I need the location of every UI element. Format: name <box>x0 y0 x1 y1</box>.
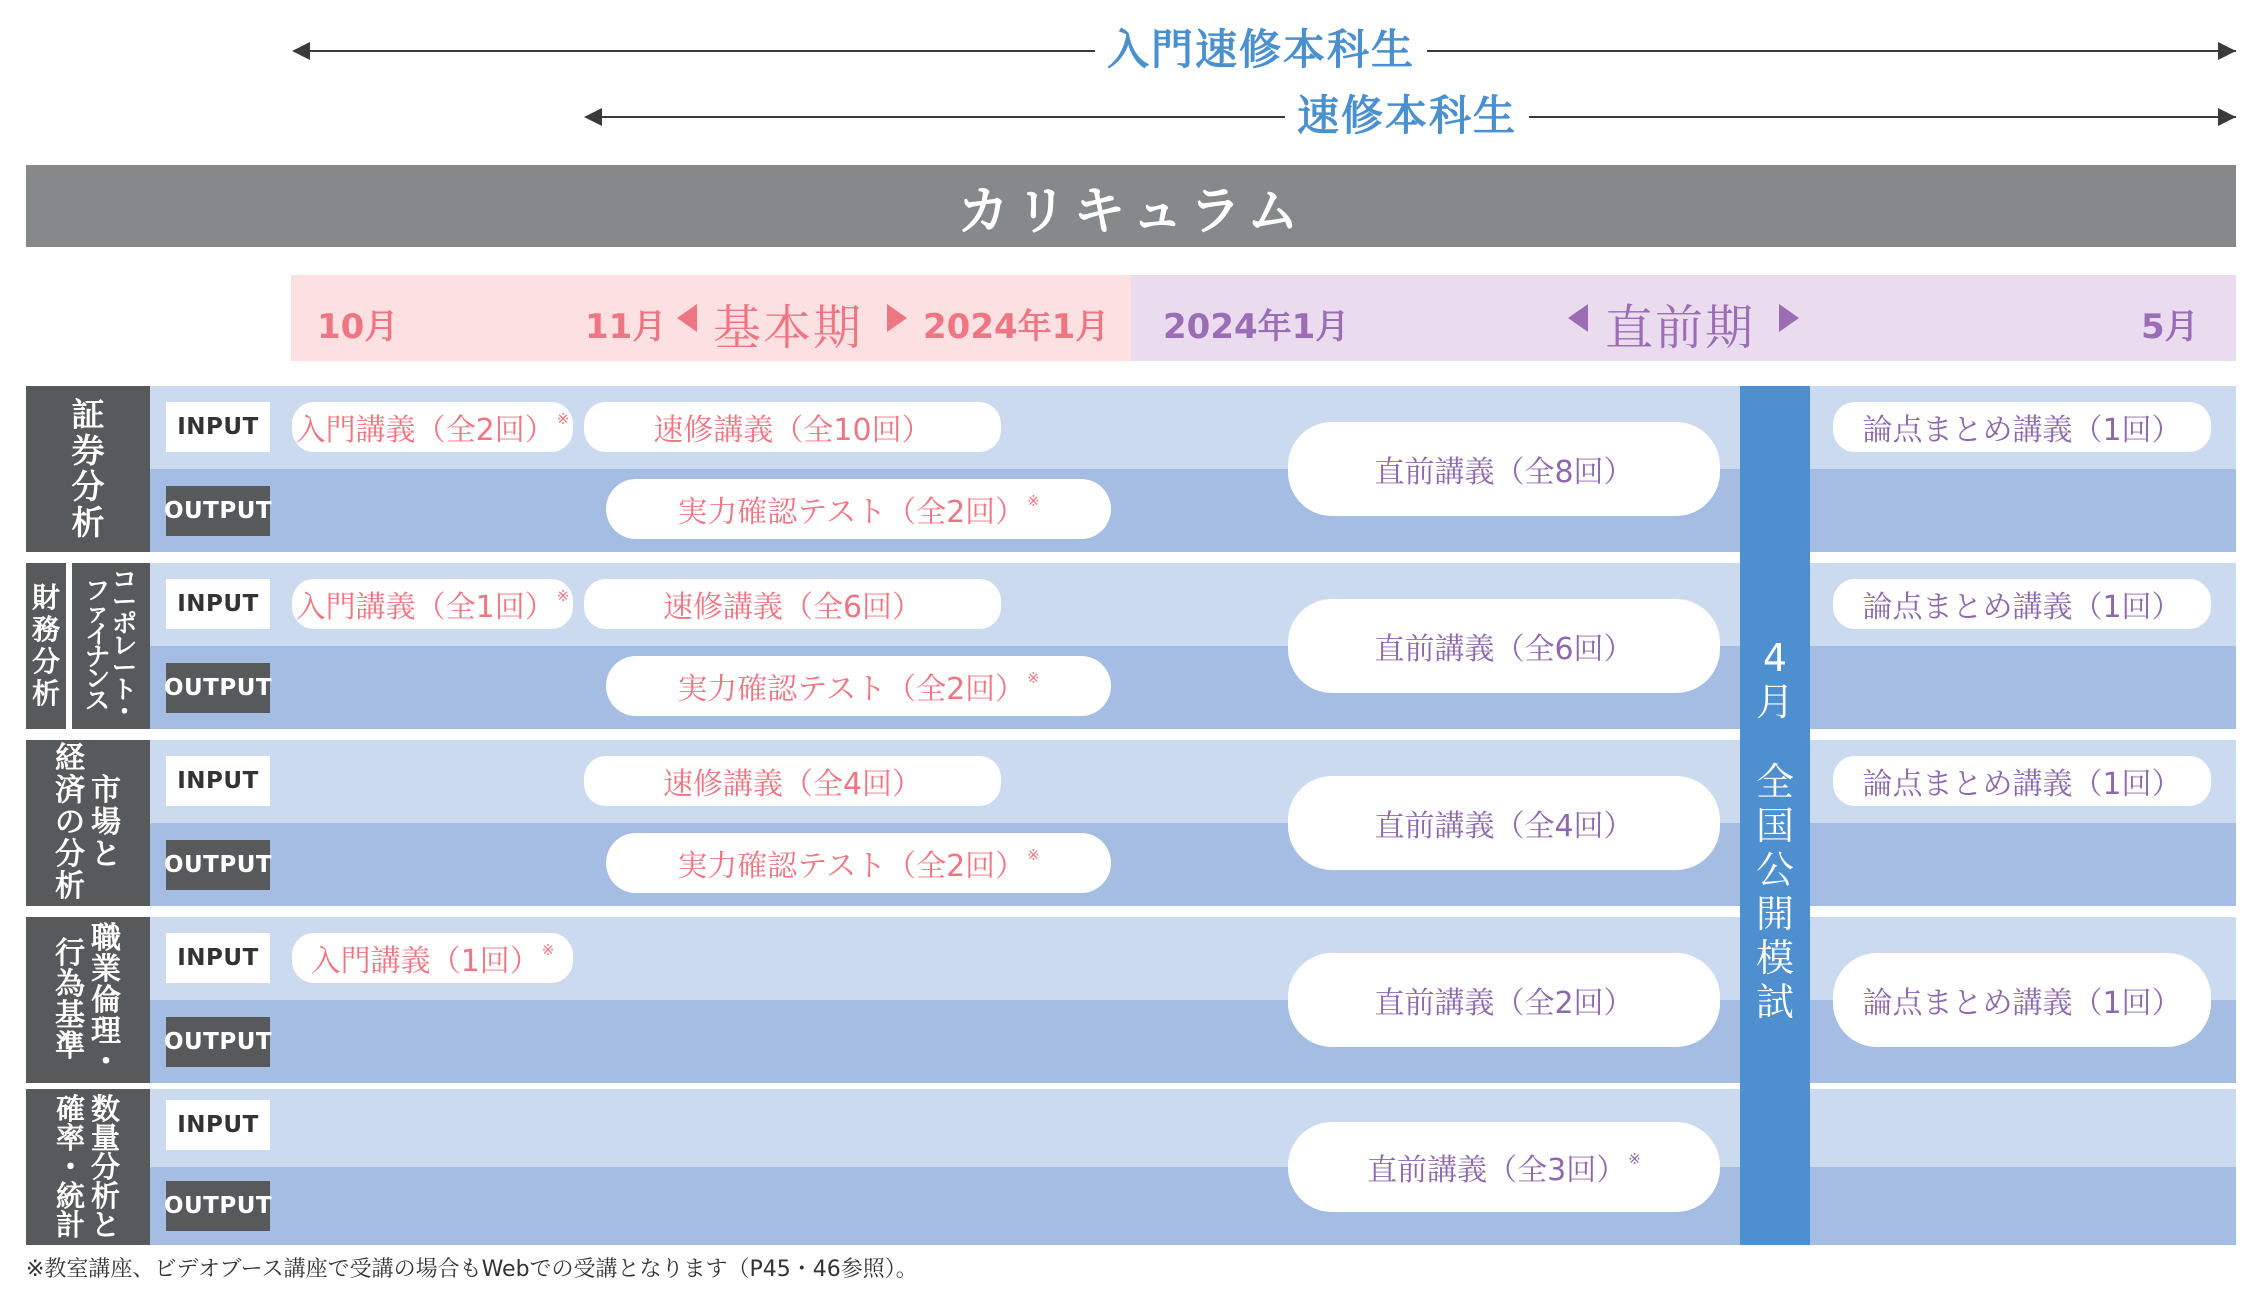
intro-lecture-text: 入門講義（1回） <box>310 944 540 979</box>
subject-label-corporate-finance <box>72 563 150 729</box>
subject-name-column <box>84 576 110 715</box>
span-label-fast: 速修本科生 <box>1285 91 1529 141</box>
subject-name-column <box>91 920 121 1080</box>
output-band <box>150 646 2236 729</box>
intro-lecture-pill <box>292 402 573 452</box>
subject-label-quant-methods <box>26 1089 150 1245</box>
subject-name-column <box>91 775 121 871</box>
subject-char: ー <box>112 587 138 616</box>
subject-char: 券 <box>71 431 105 470</box>
note-mark: ※ <box>1027 846 1040 864</box>
subject-char: 場 <box>91 805 121 840</box>
span-label-intro-fast: 入門速修本科生 <box>1095 25 1427 75</box>
mock-exam-char: 全 <box>1755 760 1794 804</box>
summary-lecture-pill <box>1833 756 2211 806</box>
summary-lecture-pill <box>1833 402 2211 452</box>
subject-char: 基 <box>55 998 85 1033</box>
mock-exam-char: 公 <box>1755 848 1794 892</box>
summary-lecture-pill <box>1833 953 2211 1047</box>
subject-char: 務 <box>31 613 60 646</box>
subject-char: 市 <box>91 773 121 808</box>
footnote: ※教室講座、ビデオブース講座で受講の場合もWebでの受講となります（P45・46参照）。 <box>26 1257 918 1282</box>
subject-char: 析 <box>91 1178 121 1213</box>
subject-char: 確 <box>55 1091 85 1126</box>
subject-name-column <box>112 565 138 726</box>
note-mark: ※ <box>1027 669 1040 687</box>
subject-char: 理 <box>91 1013 121 1049</box>
mock-exam-char: 開 <box>1755 892 1794 936</box>
subject-char: 為 <box>55 967 85 1002</box>
subject-char: 分 <box>55 837 85 872</box>
subject-char: ン <box>84 664 110 693</box>
summary-lecture-text: 論点まとめ講義（1回） <box>1862 590 2182 625</box>
note-mark: ※ <box>556 410 570 428</box>
note-mark: ※ <box>1628 1150 1641 1168</box>
period-month-label: 5月 <box>2141 307 2199 347</box>
summary-lecture-text: 論点まとめ講義（1回） <box>1862 413 2182 448</box>
summary-lecture-pill <box>1833 579 2211 629</box>
intro-lecture-pill <box>292 579 573 629</box>
subject-label-financial-analysis <box>26 563 66 729</box>
subject-name-column <box>91 1091 121 1242</box>
output-band <box>150 1167 2236 1245</box>
subject-char: イ <box>84 620 110 649</box>
final-lecture-pill <box>1288 422 1720 516</box>
final-lecture-text: 直前講義（全4回） <box>1374 809 1634 844</box>
nationwide-mock-exam-column <box>1740 386 1810 1245</box>
subject-char: ト <box>112 675 138 704</box>
arrow-left-icon <box>584 108 602 126</box>
arrow-right-icon <box>2218 108 2236 126</box>
subject-char: と <box>91 1207 121 1242</box>
intro-lecture-text: 入門講義（全1回） <box>295 590 555 625</box>
subject-char: ポ <box>112 609 138 638</box>
note-mark: ※ <box>556 587 570 605</box>
final-lecture-pill <box>1288 953 1720 1047</box>
triangle-left-icon <box>1568 304 1588 332</box>
input-label: INPUT <box>166 756 270 806</box>
subject-char: ナ <box>84 642 110 671</box>
subject-char: 経 <box>55 741 85 776</box>
input-band <box>150 1089 2236 1167</box>
arrow-left-icon <box>292 42 310 60</box>
arrow-right-icon <box>2218 42 2236 60</box>
subject-label-securities-analysis <box>26 386 150 552</box>
triangle-left-icon <box>677 304 697 332</box>
subject-char: 準 <box>55 1029 85 1064</box>
subject-char: コ <box>112 565 138 594</box>
subject-char: 析 <box>55 869 85 904</box>
subject-char: 財 <box>31 581 60 614</box>
fast-lecture-text: 速修講義（全10回） <box>653 413 932 448</box>
subject-char: 証 <box>71 395 105 434</box>
subject-name-column <box>55 743 85 903</box>
subject-name-column <box>55 1091 85 1242</box>
final-lecture-text: 直前講義（全3回） <box>1367 1153 1627 1188</box>
subject-char: 計 <box>55 1207 85 1242</box>
fast-lecture-text: 速修講義（全4回） <box>662 767 923 802</box>
mock-exam-char: 月 <box>1755 680 1794 724</box>
basic-period-bar <box>291 275 1131 361</box>
final-lecture-pill <box>1288 1122 1720 1212</box>
subject-char: レ <box>112 631 138 660</box>
period-month-label: 2024年1月 <box>1163 307 1350 347</box>
final-lecture-text: 直前講義（全2回） <box>1374 986 1634 1021</box>
skill-test-pill <box>606 479 1111 539</box>
input-label: INPUT <box>166 579 270 629</box>
subject-char: ー <box>112 653 138 682</box>
intro-lecture-text: 入門講義（全2回） <box>295 413 555 448</box>
subject-char: 業 <box>91 951 121 987</box>
curriculum-title-bar: カリキュラム <box>26 165 2236 247</box>
skill-test-text: 実力確認テスト（全2回） <box>677 495 1026 530</box>
output-label: OUTPUT <box>166 486 270 536</box>
subject-name-column <box>32 582 60 710</box>
subject-char: 分 <box>31 645 60 678</box>
skill-test-text: 実力確認テスト（全2回） <box>677 849 1026 884</box>
subject-char: ・ <box>91 1044 121 1080</box>
subject-char: の <box>55 805 85 840</box>
subject-char: 統 <box>55 1178 85 1213</box>
subject-char: 倫 <box>91 982 121 1018</box>
period-month-label: 10月 <box>317 307 399 347</box>
mock-exam-char: 4 <box>1762 636 1788 680</box>
subject-char: 分 <box>91 1149 121 1184</box>
mock-exam-char: 模 <box>1755 936 1794 980</box>
output-label: OUTPUT <box>166 840 270 890</box>
final-period-label: 直前期 <box>1605 300 1756 356</box>
subject-label-markets-economics <box>26 740 150 906</box>
subject-name-column <box>55 938 85 1062</box>
output-label: OUTPUT <box>166 1017 270 1067</box>
input-label: INPUT <box>166 933 270 983</box>
mock-exam-char: 試 <box>1755 980 1794 1024</box>
final-lecture-pill <box>1288 776 1720 870</box>
subject-char: 数 <box>91 1091 121 1126</box>
subject-char: ・ <box>55 1149 85 1184</box>
note-mark: ※ <box>1027 492 1040 510</box>
final-lecture-pill <box>1288 599 1720 693</box>
subject-char: 行 <box>55 936 85 971</box>
fast-lecture-pill <box>584 756 1001 806</box>
output-band <box>150 823 2236 906</box>
output-band <box>150 469 2236 552</box>
subject-char: 量 <box>91 1120 121 1155</box>
skill-test-pill <box>606 833 1111 893</box>
summary-lecture-text: 論点まとめ講義（1回） <box>1862 767 2182 802</box>
skill-test-text: 実力確認テスト（全2回） <box>677 672 1026 707</box>
note-mark: ※ <box>541 941 555 959</box>
fast-lecture-pill <box>584 579 1001 629</box>
input-label: INPUT <box>166 1100 270 1150</box>
subject-label-ethics-standards <box>26 917 150 1083</box>
fast-lecture-text: 速修講義（全6回） <box>662 590 923 625</box>
output-label: OUTPUT <box>166 663 270 713</box>
subject-char: 職 <box>91 920 121 956</box>
final-lecture-text: 直前講義（全6回） <box>1374 632 1634 667</box>
output-label: OUTPUT <box>166 1181 270 1231</box>
summary-lecture-text: 論点まとめ講義（1回） <box>1862 986 2182 1021</box>
subject-char: ァ <box>84 598 110 627</box>
input-label: INPUT <box>166 402 270 452</box>
subject-char: 析 <box>71 503 105 542</box>
period-month-label: 11月 <box>585 307 667 347</box>
subject-char: 済 <box>55 773 85 808</box>
triangle-right-icon <box>1779 304 1799 332</box>
subject-name-column <box>72 397 105 541</box>
subject-char: ・ <box>112 697 138 726</box>
mock-exam-char: 国 <box>1755 804 1794 848</box>
final-period-bar <box>1131 275 2236 361</box>
subject-char: と <box>91 837 121 872</box>
subject-char: 析 <box>31 677 60 710</box>
triangle-right-icon <box>887 304 907 332</box>
subject-char: 率 <box>55 1120 85 1155</box>
period-month-label: 2024年1月 <box>923 307 1110 347</box>
subject-char: ス <box>84 686 110 715</box>
fast-lecture-pill <box>584 402 1001 452</box>
basic-period-label: 基本期 <box>713 300 864 356</box>
skill-test-pill <box>606 656 1111 716</box>
subject-char: 分 <box>71 467 105 506</box>
subject-char: フ <box>84 576 110 605</box>
final-lecture-text: 直前講義（全8回） <box>1374 455 1634 490</box>
intro-lecture-pill <box>292 933 573 983</box>
